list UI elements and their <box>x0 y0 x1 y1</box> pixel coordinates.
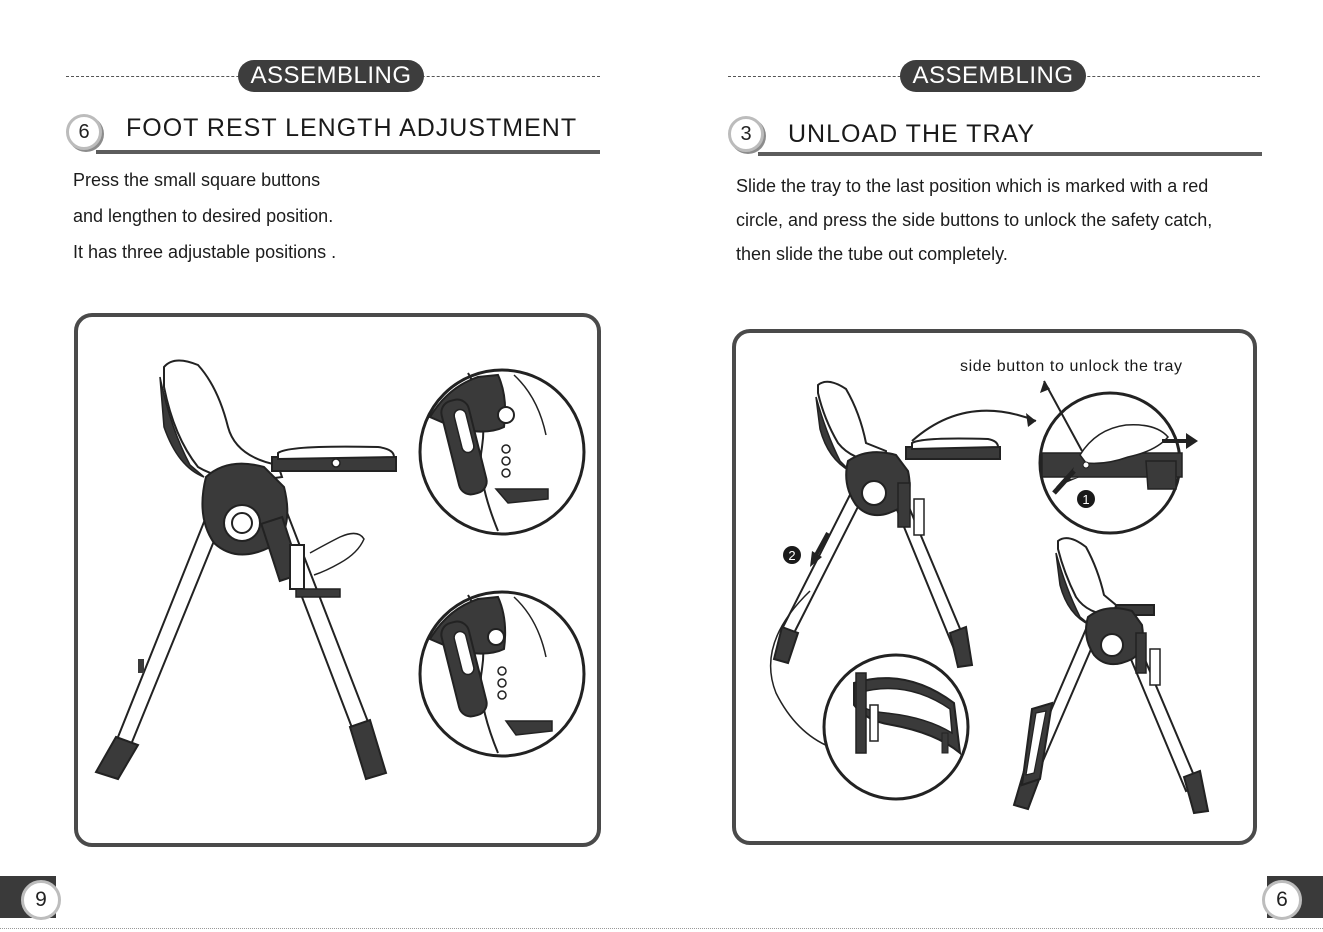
instruction-line-2: circle, and press the side buttons to unlock the safety catch, <box>736 210 1213 230</box>
seat-back <box>164 360 282 479</box>
instruction-line-3: It has three adjustable positions . <box>73 242 337 262</box>
page-number: 6 <box>1262 880 1302 920</box>
instruction-line-1: Press the small square buttons <box>73 170 321 190</box>
page-number: 9 <box>21 880 61 920</box>
step-number-badge: 3 <box>728 116 764 152</box>
curved-arrow <box>912 411 1036 441</box>
section-header <box>728 60 1260 94</box>
tray-unload-illustration <box>736 333 1253 841</box>
instruction-line-1: Slide the tray to the last position which is marked with a red <box>736 176 1209 196</box>
section-title-pill: ASSEMBLING <box>238 60 424 92</box>
illustration-frame <box>732 329 1257 845</box>
section-header <box>66 60 600 94</box>
step-title-underline <box>96 150 600 154</box>
marker-1: 1 <box>1082 492 1090 507</box>
left-page <box>0 0 661 932</box>
instruction-line-2: and lengthen to desired position. <box>73 206 334 226</box>
bottom-dotted-edge <box>0 928 1323 929</box>
detail-circle-top <box>420 370 584 534</box>
tray <box>272 447 396 471</box>
chair-main <box>774 382 1000 667</box>
instruction-line-3: then slide the tube out completely. <box>736 244 1008 264</box>
callout-side-button-label: side button to unlock the tray <box>960 358 1183 375</box>
right-page <box>662 0 1323 932</box>
marker-2: 2 <box>788 548 796 563</box>
illustration-frame <box>74 313 601 847</box>
step-title: UNLOAD THE TRAY <box>788 120 1035 148</box>
section-title-pill: ASSEMBLING <box>900 60 1086 92</box>
hand <box>310 533 364 575</box>
step-number-badge: 6 <box>66 114 102 150</box>
step-heading <box>728 116 1262 156</box>
highchair-footrest-illustration <box>78 317 597 843</box>
detail-circle-bottom <box>420 592 584 756</box>
chair-secondary <box>1014 538 1208 813</box>
detail-circle-tube <box>824 655 968 799</box>
step-heading <box>66 114 602 154</box>
step-title: FOOT REST LENGTH ADJUSTMENT <box>126 114 578 142</box>
step-title-underline <box>758 152 1262 156</box>
